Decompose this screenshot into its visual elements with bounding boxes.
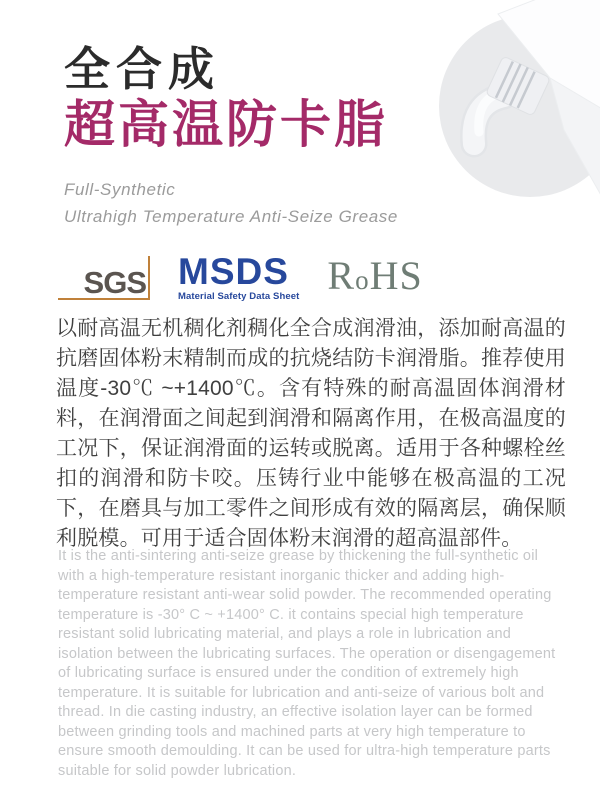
msds-logo-text: MSDS — [178, 250, 289, 292]
rohs-logo-hs: HS — [369, 253, 423, 298]
product-subtitle-line2: Ultrahigh Temperature Anti-Seize Grease — [64, 207, 398, 226]
certification-logos — [58, 252, 423, 304]
sgs-logo — [58, 256, 150, 300]
msds-logo-subtext: Material Safety Data Sheet — [178, 290, 300, 302]
sgs-logo-text: SGS — [83, 265, 146, 300]
rohs-logo — [327, 253, 423, 300]
description-english: It is the anti-sintering anti-seize grease by thickening the full-synthetic oil with a high-temperature resistant inorganic thicker and adding high-temperature resistant anti-wear solid powder. The recommended operating temperature is -30° C ~ +1400° C. it contains special high temperature resistant solid lubricating material, and plays a role in lubrication and isolation between the lubricating surfaces. The operation or disengagement of lubricating surface is ensured under the condition of extremely high temperature. It is suitable for lubrication and anti-seize of various bolt and thread. In die casting industry, an effective isolation layer can be formed between grinding tools and machined parts at very high temperature to ensure smooth demoulding. It can be used for ultra-high temperature parts suitable for solid powder lubrication. — [58, 548, 556, 779]
grease-tube-image — [400, 0, 600, 240]
product-photo — [400, 0, 600, 240]
product-subtitle-line1: Full-Synthetic — [64, 180, 176, 199]
rohs-logo-o: o — [355, 265, 370, 295]
product-header — [64, 42, 398, 230]
product-title-cn-magenta: 超高温防卡脂 — [64, 96, 389, 153]
msds-logo — [178, 250, 300, 302]
rohs-logo-r: R — [327, 253, 356, 298]
product-subtitle-en — [64, 176, 398, 230]
description-chinese: 以耐高温无机稠化剂稠化全合成润滑油，添加耐高温的抗磨固体粉末精制而成的抗烧结防卡润滑脂。推荐使用温度-30℃ ~+1400℃。含有特殊的耐高温固体润滑材料，在润滑面之间起到润滑和隔离作用，在极高温度的工况下，保证润滑面的运转或脱离。适用于各种螺栓丝扣的润滑和防卡咬。压铸行业中能够在极高温的工况下，在磨具与加工零件之间形成有效的隔离层，确保顺利脱模。可用于适合固体粉末润滑的超高温部件。 — [56, 317, 566, 550]
product-title-cn: 全合成 — [64, 43, 220, 95]
